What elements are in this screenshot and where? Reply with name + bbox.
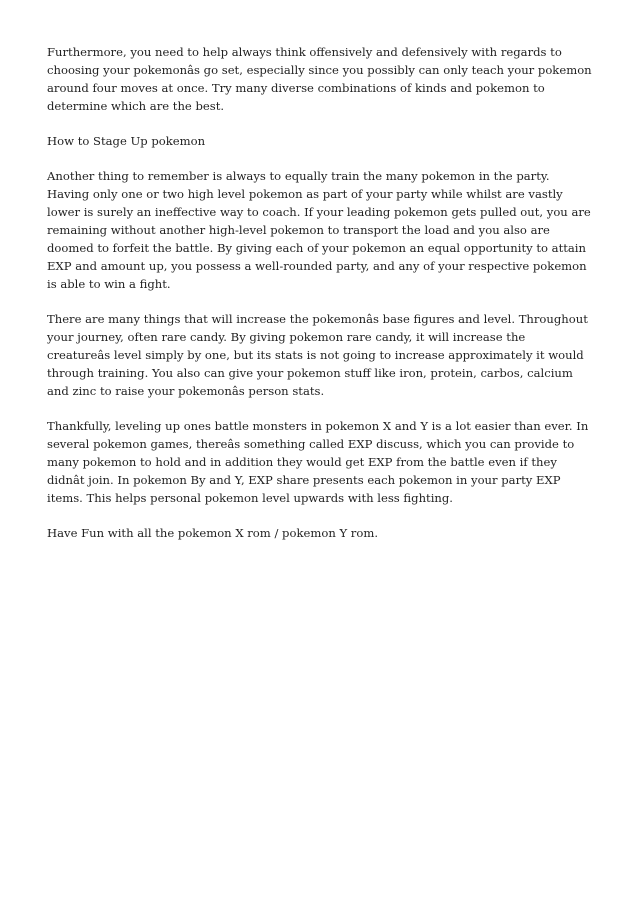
document-body: [47, 43, 592, 559]
paragraph-move-set: Furthermore, you need to help always think offensively and defensively with regards to choosing your pokemonâs go set, especially since you possibly can only teach your pokemon around four moves at once. Try many diverse combinations of kinds and pokemon to determine which are the best.: [47, 45, 592, 113]
paragraph-closing: Have Fun with all the pokemon X rom / pokemon Y rom.: [47, 526, 379, 540]
paragraph-train-party: Another thing to remember is always to equally train the many pokemon in the party. Having only one or two high level pokemon as part of your party while whilst are vastly lower is surely an ineffective way to coach. If your leading pokemon gets pulled out, you are remaining without another high-level pokemon to transport the load and you also are doomed to forfeit the battle. By giving each of your pokemon an equal opportunity to attain EXP and amount up, you possess a well-rounded party, and any of your respective pokemon is able to win a fight.: [47, 169, 591, 291]
paragraph-base-stats: There are many things that will increase the pokemonâs base figures and level. Throughout your journey, often rare candy. By giving pokemon rare candy, it will increase the creatureâs level simply by one, but its stats is not going to increase approximately it would through training. You also can give your pokemon stuff like iron, protein, carbos, calcium and zinc to raise your pokemonâs person stats.: [47, 312, 588, 398]
paragraph-exp-share: Thankfully, leveling up ones battle monsters in pokemon X and Y is a lot easier than ever. In several pokemon games, thereâs something called EXP discuss, which you can provide to many pokemon to hold and in addition they would get EXP from the battle even if they didnât join. In pokemon By and Y, EXP share presents each pokemon in your party EXP items. This helps personal pokemon level upwards with less fighting.: [47, 419, 589, 505]
section-heading-level-up: How to Stage Up pokemon: [47, 134, 206, 148]
